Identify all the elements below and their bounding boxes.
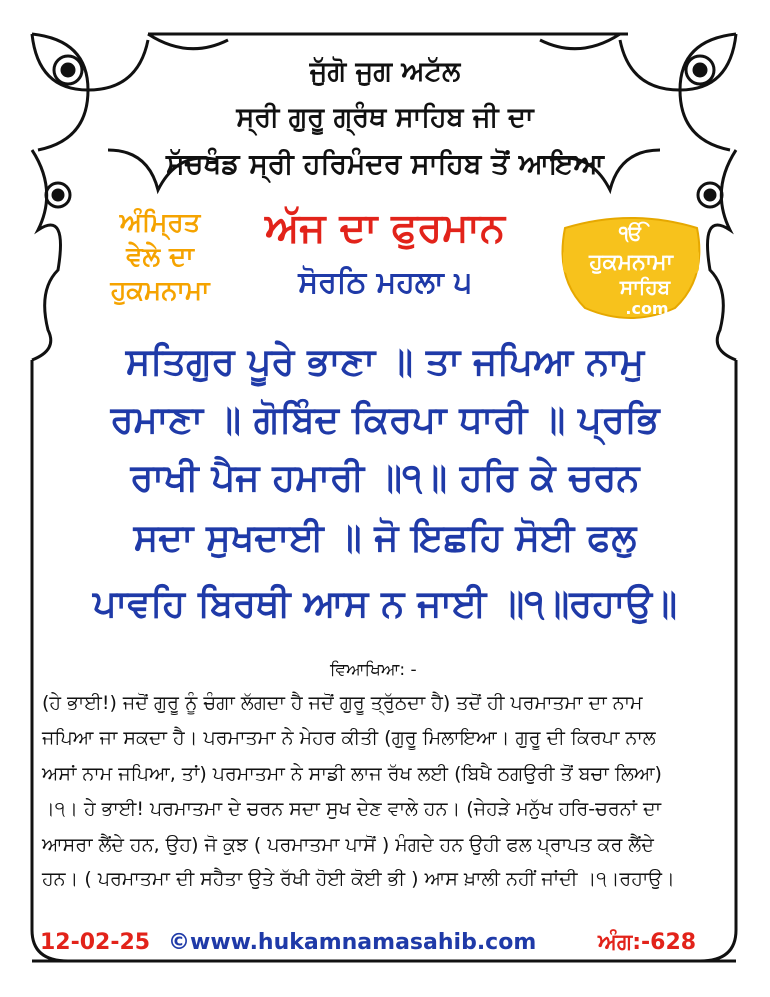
logo-line-3: .com bbox=[625, 299, 669, 318]
translation-line-5: ਆਸਰਾ ਲੈਂਦੇ ਹਨ, ਉਹ) ਜੋ ਕੁਝ ( ਪਰਮਾਤਮਾ ਪਾਸੋਂ ) ਮੰਗਦੇ ਹਨ ਉਹੀ ਫਲ ਪ੍ਰਾਪਤ ਕਰ ਲੈਂਦੇ bbox=[42, 834, 654, 856]
gurbani-line-2: ਰਮਾਣਾ ॥ ਗੋਬਿੰਦ ਕਿਰਪਾ ਧਾਰੀ ॥ ਪ੍ਰਭਿ bbox=[110, 398, 660, 441]
translation-line-4: ।੧। ਹੇ ਭਾਈ! ਪਰਮਾਤਮਾ ਦੇ ਚਰਨ ਸਦਾ ਸੁਖ ਦੇਣ ਵਾਲੇ ਹਨ। (ਜੇਹੜੇ ਮਨੁੱਖ ਹਰਿ-ਚਰਨਾਂ ਦਾ bbox=[42, 798, 662, 820]
logo-line-2: ਸਾਹਿਬ bbox=[619, 275, 671, 299]
translation-line-6: ਹਨ। ( ਪਰਮਾਤਮਾ ਦੀ ਸਹੈਤਾ ਉਤੇ ਰੱਖੀ ਹੋਈ ਕੋਈ ਭੀ ) ਆਸ ਖ਼ਾਲੀ ਨਹੀਂ ਜਾਂਦੀ ।੧।ਰਹਾਉ। bbox=[42, 868, 675, 890]
ang-label: ਅੰਗ:-628 bbox=[598, 930, 697, 955]
logo-line-1: ਹੁਕਮਨਾਮਾ bbox=[589, 250, 673, 275]
gurbani-line-5: ਪਾਵਹਿ ਬਿਰਥੀ ਆਸ ਨ ਜਾਈ ॥੧॥ਰਹਾਉ॥ bbox=[92, 582, 678, 625]
vyakhia-heading: ਵਿਆਖਿਆ: - bbox=[330, 660, 417, 680]
amrit-line-1: ਅੰਮ੍ਰਿਤ bbox=[119, 208, 201, 238]
amrit-line-2: ਵੇਲੇ ਦਾ bbox=[126, 242, 194, 272]
hukamnama-sahib-logo bbox=[555, 208, 707, 323]
header-line-1: ਜੁੱਗੋ ਜੁਗ ਅਟੱਲ bbox=[309, 56, 461, 87]
header-line-3: ਸੱਚਖੰਡ ਸ੍ਰੀ ਹਰਿਮੰਦਰ ਸਾਹਿਬ ਤੋਂ ਆਇਆ bbox=[165, 147, 605, 180]
amrit-vele-label bbox=[80, 206, 240, 308]
translation-line-1: (ਹੇ ਭਾਈ!) ਜਦੋਂ ਗੁਰੂ ਨੂੰ ਚੰਗਾ ਲੱਗਦਾ ਹੈ ਜਦੋਂ ਗੁਰੂ ਤ੍ਰੁੱਠਦਾ ਹੈ) ਤਦੋਂ ਹੀ ਪਰਮਾਤਮਾ ਦਾ ਨਾਮ bbox=[42, 692, 643, 714]
gurbani-line-3: ਰਾਖੀ ਪੈਜ ਹਮਾਰੀ ॥੧॥ ਹਰਿ ਕੇ ਚਰਨ bbox=[130, 456, 640, 499]
amrit-line-3: ਹੁਕਮਨਾਮਾ bbox=[110, 276, 210, 306]
gurbani-line-1: ਸਤਿਗੁਰ ਪੂਰੇ ਭਾਣਾ ॥ ਤਾ ਜਪਿਆ ਨਾਮੁ bbox=[125, 340, 645, 383]
translation-line-2: ਜਪਿਆ ਜਾ ਸਕਦਾ ਹੈ। ਪਰਮਾਤਮਾ ਨੇ ਮੇਹਰ ਕੀਤੀ (ਗੁਰੂ ਮਿਲਾਇਆ। ਗੁਰੂ ਦੀ ਕਿਰਪਾ ਨਾਲ bbox=[42, 727, 656, 749]
logo-symbol: ੴ bbox=[618, 221, 644, 245]
header-line-2: ਸ੍ਰੀ ਗੁਰੂ ਗ੍ਰੰਥ ਸਾਹਿਬ ਜੀ ਦਾ bbox=[236, 102, 534, 133]
date-label: 12-02-25 bbox=[40, 930, 151, 955]
raag-heading: ਸੋਰਠਿ ਮਹਲਾ ੫ bbox=[298, 265, 472, 300]
page-title: ਅੱਜ ਦਾ ਫੁਰਮਾਨ bbox=[265, 205, 505, 251]
website-link[interactable]: ©www.hukamnamasahib.com bbox=[168, 930, 537, 955]
footer bbox=[0, 930, 770, 964]
gurbani-line-4: ਸਦਾ ਸੁਖਦਾਈ ॥ ਜੋ ਇਛਹਿ ਸੋਈ ਫਲੁ bbox=[133, 516, 637, 559]
translation-line-3: ਅਸਾਂ ਨਾਮ ਜਪਿਆ, ਤਾਂ) ਪਰਮਾਤਮਾ ਨੇ ਸਾਡੀ ਲਾਜ ਰੱਖ ਲਈ (ਬਿਖੈ ਠਗਉਰੀ ਤੋਂ ਬਚਾ ਲਿਆ) bbox=[42, 763, 662, 785]
